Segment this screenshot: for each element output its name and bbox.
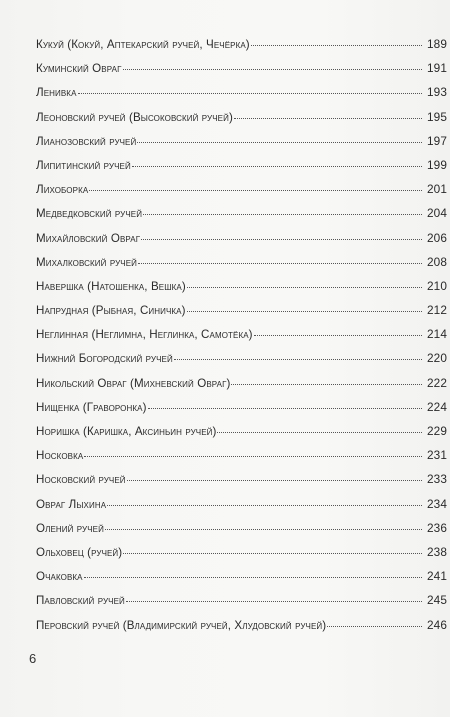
toc-entry-title: Михалковский ручей [36, 255, 137, 269]
toc-entry-title: Лианозовский ручей [36, 134, 137, 148]
toc-entry-page: 206 [427, 230, 447, 245]
toc-entry-title: Перовский ручей (Владимирский ручей, Хлудовский ручей) [36, 618, 327, 632]
dot-leader [107, 505, 422, 506]
toc-entry-page: 233 [427, 472, 447, 487]
toc-entry [36, 134, 447, 158]
dot-leader [78, 93, 422, 94]
toc-entry-title: Ольховец (ручей) [36, 545, 123, 559]
toc-entry-page: 193 [427, 85, 447, 100]
toc-entry-title: Напрудная (Рыбная, Синичка) [36, 304, 186, 318]
toc-entry-page: 189 [427, 37, 447, 51]
toc-entry-title: Куминский Овраг [36, 62, 122, 76]
toc-entry [36, 231, 447, 255]
toc-entry-page: 201 [427, 182, 447, 197]
dot-leader [84, 577, 422, 578]
toc-entry [36, 351, 447, 375]
toc-entry-page: 204 [427, 206, 447, 221]
toc-entry-title: Михайловский Овраг [36, 231, 141, 245]
toc-entry-page: 234 [427, 496, 447, 511]
toc-entry-title: Нищенка (Граворонка) [36, 400, 147, 414]
toc-entry-title: Неглинная (Неглимна, Неглинка, Самотёка) [36, 328, 253, 342]
toc-entry [36, 521, 447, 545]
dot-leader [327, 626, 422, 627]
toc-entry-title: Очаковка [36, 570, 83, 584]
toc-entry-title: Носковский ручей [36, 473, 126, 487]
toc-entry-title: Овраг Лыхина [36, 497, 107, 511]
toc-entry [36, 182, 447, 206]
dot-leader [132, 166, 422, 167]
dot-leader [123, 553, 422, 554]
page-number: 6 [29, 651, 37, 666]
dot-leader [217, 432, 422, 433]
toc-entry-title: Нижний Богородский ручей [36, 352, 173, 366]
toc-entry-page: 220 [427, 351, 447, 366]
toc-entry-page: 199 [427, 157, 447, 172]
toc-entry [36, 400, 447, 424]
toc-entry-page: 208 [427, 254, 447, 269]
toc-entry-title: Навершка (Натошенка, Вешка) [36, 279, 186, 293]
toc-entry [36, 327, 447, 351]
toc-entry-page: 222 [427, 375, 447, 390]
toc-entry [36, 569, 447, 593]
toc-entry-page: 241 [427, 569, 447, 584]
toc-entry-page: 238 [427, 544, 447, 559]
table-of-contents [36, 37, 447, 642]
dot-leader [123, 69, 422, 70]
dot-leader [148, 408, 422, 409]
toc-entry-title: Леоновский ручей (Высоковский ручей) [36, 110, 233, 124]
toc-entry-title: Олений ручей [36, 521, 104, 535]
toc-entry [36, 472, 447, 496]
dot-leader [251, 45, 422, 46]
toc-entry-title: Лихоборка [36, 183, 89, 197]
toc-entry [36, 279, 447, 303]
toc-entry-page: 224 [427, 399, 447, 414]
dot-leader [254, 335, 422, 336]
toc-entry-title: Липитинский ручей [36, 158, 131, 172]
toc-entry [36, 85, 447, 109]
dot-leader [141, 239, 422, 240]
toc-entry [36, 618, 447, 642]
toc-entry [36, 303, 447, 327]
dot-leader [234, 118, 422, 119]
toc-entry [36, 424, 447, 448]
dot-leader [127, 480, 422, 481]
toc-entry-title: Медведковский ручей [36, 207, 143, 221]
toc-entry-title: Павловский ручей [36, 594, 125, 608]
dot-leader [187, 311, 422, 312]
toc-entry-title: Ленивка [36, 86, 77, 100]
toc-entry [36, 497, 447, 521]
dot-leader [187, 287, 422, 288]
toc-entry-page: 246 [427, 617, 447, 632]
toc-entry-page: 191 [427, 61, 447, 76]
dot-leader [143, 214, 422, 215]
dot-leader [126, 601, 422, 602]
toc-entry [36, 545, 447, 569]
dot-leader [105, 529, 422, 530]
toc-entry-title: Носковка [36, 449, 84, 463]
toc-entry [36, 448, 447, 472]
dot-leader [174, 359, 422, 360]
dot-leader [137, 142, 422, 143]
toc-entry-page: 214 [427, 327, 447, 342]
toc-entry [36, 255, 447, 279]
toc-entry-title: Норишка (Каришка, Аксиньин ручей) [36, 425, 217, 438]
toc-entry [36, 158, 447, 182]
toc-entry-page: 210 [427, 278, 447, 293]
toc-entry [36, 593, 447, 617]
toc-entry [36, 37, 447, 61]
toc-entry-page: 236 [427, 520, 447, 535]
dot-leader [138, 263, 422, 264]
toc-entry [36, 206, 447, 230]
toc-entry [36, 61, 447, 85]
toc-entry-page: 231 [427, 448, 447, 463]
dot-leader [89, 190, 422, 191]
toc-entry-title: Никольский Овраг (Михневский Овраг) [36, 376, 231, 390]
dot-leader [231, 384, 422, 385]
toc-entry-page: 212 [427, 303, 447, 318]
toc-entry-page: 197 [427, 133, 447, 148]
toc-entry-page: 195 [427, 109, 447, 124]
toc-entry-page: 229 [427, 424, 447, 438]
toc-entry-title: Кукуй (Кокуй, Аптекарский ручей, Чечёрка) [36, 38, 250, 51]
toc-entry [36, 110, 447, 134]
dot-leader [84, 456, 422, 457]
toc-entry-page: 245 [427, 593, 447, 608]
toc-entry [36, 376, 447, 400]
